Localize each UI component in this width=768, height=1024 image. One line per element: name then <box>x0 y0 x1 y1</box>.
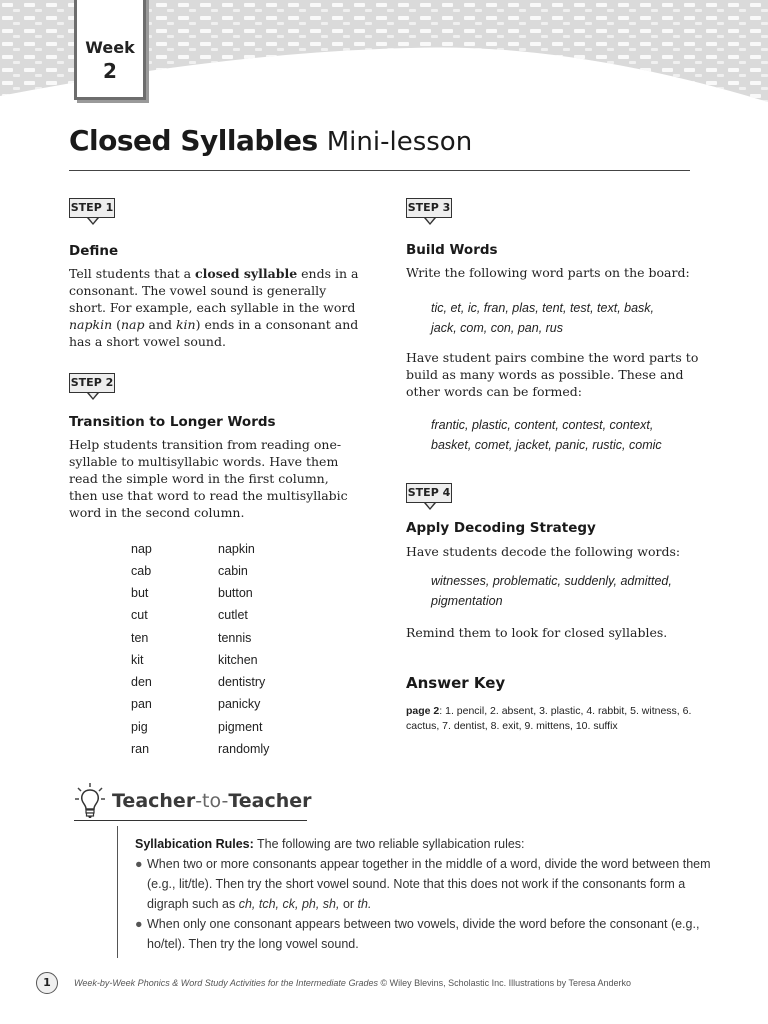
bullet-icon: ● <box>135 917 143 931</box>
word-parts-list: tic, et, ic, fran, plas, tent, test, text, bask, jack, com, con, pan, rus <box>431 301 655 335</box>
step-4-heading: Apply Decoding Strategy <box>406 520 596 536</box>
decode-words-list: witnesses, problematic, suddenly, admitted, pigmentation <box>431 574 672 608</box>
word-pair-row: ran randomly <box>131 742 270 756</box>
rule-bullet: ● When two or more consonants appear together in the middle of a word, divide the word between them (e.g., lit/tle). Then try the short vowel sound. Note that this does not work if the consonants form a digraph such as ch, tch, ck, ph, sh, or th. <box>135 854 715 914</box>
bullet-icon: ● <box>135 857 143 871</box>
step-1-text: Tell students that a closed syllable ends in a consonant. The vowel sound is generally short. For example, each syllable in the word napkin (nap and kin) ends in a consonant and has a short vowel sound. <box>69 266 359 349</box>
step-4-remind: Remind them to look for closed syllables. <box>406 625 668 640</box>
step-2-badge <box>69 373 115 393</box>
step-3-label: STEP 3 <box>407 201 451 214</box>
step-1-badge <box>69 198 115 218</box>
page-number: 1 <box>36 972 58 994</box>
title-main: Closed Syllables <box>69 124 318 157</box>
step-2-text: Help students transition from reading one-syllable to multisyllabic words. Have them read the simple word in the first column, then use that word to read the multisyllabic word in the second column. <box>69 437 348 520</box>
page-title <box>69 124 472 157</box>
word-pair-row: ten tennis <box>131 631 252 645</box>
week-tab <box>74 0 146 100</box>
formed-words-list: frantic, plastic, content, contest, context, basket, comet, jacket, panic, rustic, comic <box>431 418 662 452</box>
footer-credit: Week-by-Week Phonics & Word Study Activities for the Intermediate Grades © Wiley Blevins, Scholastic Inc. Illustrations by Teresa Anderko <box>74 978 632 988</box>
step-3-intro: Write the following word parts on the board: <box>406 265 690 280</box>
lightbulb-icon <box>74 782 106 820</box>
teacher-to-teacher-header <box>74 780 312 822</box>
step-4-badge <box>406 483 452 503</box>
step-3-badge <box>406 198 452 218</box>
word-pair-row: nap napkin <box>131 542 255 556</box>
word-pair-row: cab cabin <box>131 564 248 578</box>
word-pair-row: pan panicky <box>131 697 261 711</box>
t2t-side-bar <box>117 826 118 958</box>
word-pair-row: but button <box>131 586 253 600</box>
week-label: Week <box>85 38 135 57</box>
syllabication-rules <box>135 834 715 954</box>
word-pair-row: den dentistry <box>131 675 266 689</box>
word-pair-row: pig pigment <box>131 720 263 734</box>
word-pair-row: kit kitchen <box>131 653 258 667</box>
step-2-label: STEP 2 <box>70 376 114 389</box>
step-3-middle: Have student pairs combine the word parts to build as many words as possible. These and other words can be formed: <box>406 350 699 399</box>
answer-key-title: Answer Key <box>406 674 506 692</box>
teacher-to-teacher-title: Teacher-to-Teacher <box>112 790 312 812</box>
rules-intro: Syllabication Rules: The following are two reliable syllabication rules: <box>135 837 525 851</box>
step-1-heading: Define <box>69 243 119 259</box>
t2t-divider <box>74 820 307 821</box>
week-number: 2 <box>103 59 117 83</box>
step-3-heading: Build Words <box>406 242 498 258</box>
step-1-label: STEP 1 <box>70 201 114 214</box>
word-pair-row: cut cutlet <box>131 608 248 622</box>
answer-key-text: page 2: 1. pencil, 2. absent, 3. plastic, 4. rabbit, 5. witness, 6. cactus, 7. dentist, 8. exit, 9. mittens, 10. suffix <box>406 705 692 732</box>
step-4-label: STEP 4 <box>407 486 451 499</box>
step-2-heading: Transition to Longer Words <box>69 414 276 430</box>
title-divider <box>69 170 690 171</box>
rule-bullet: ● When only one consonant appears between two vowels, divide the word before the consonant (e.g., ho/tel). Then try the long vowel sound. <box>135 914 715 954</box>
step-4-intro: Have students decode the following words: <box>406 544 681 559</box>
title-sub: Mini-lesson <box>326 127 473 157</box>
